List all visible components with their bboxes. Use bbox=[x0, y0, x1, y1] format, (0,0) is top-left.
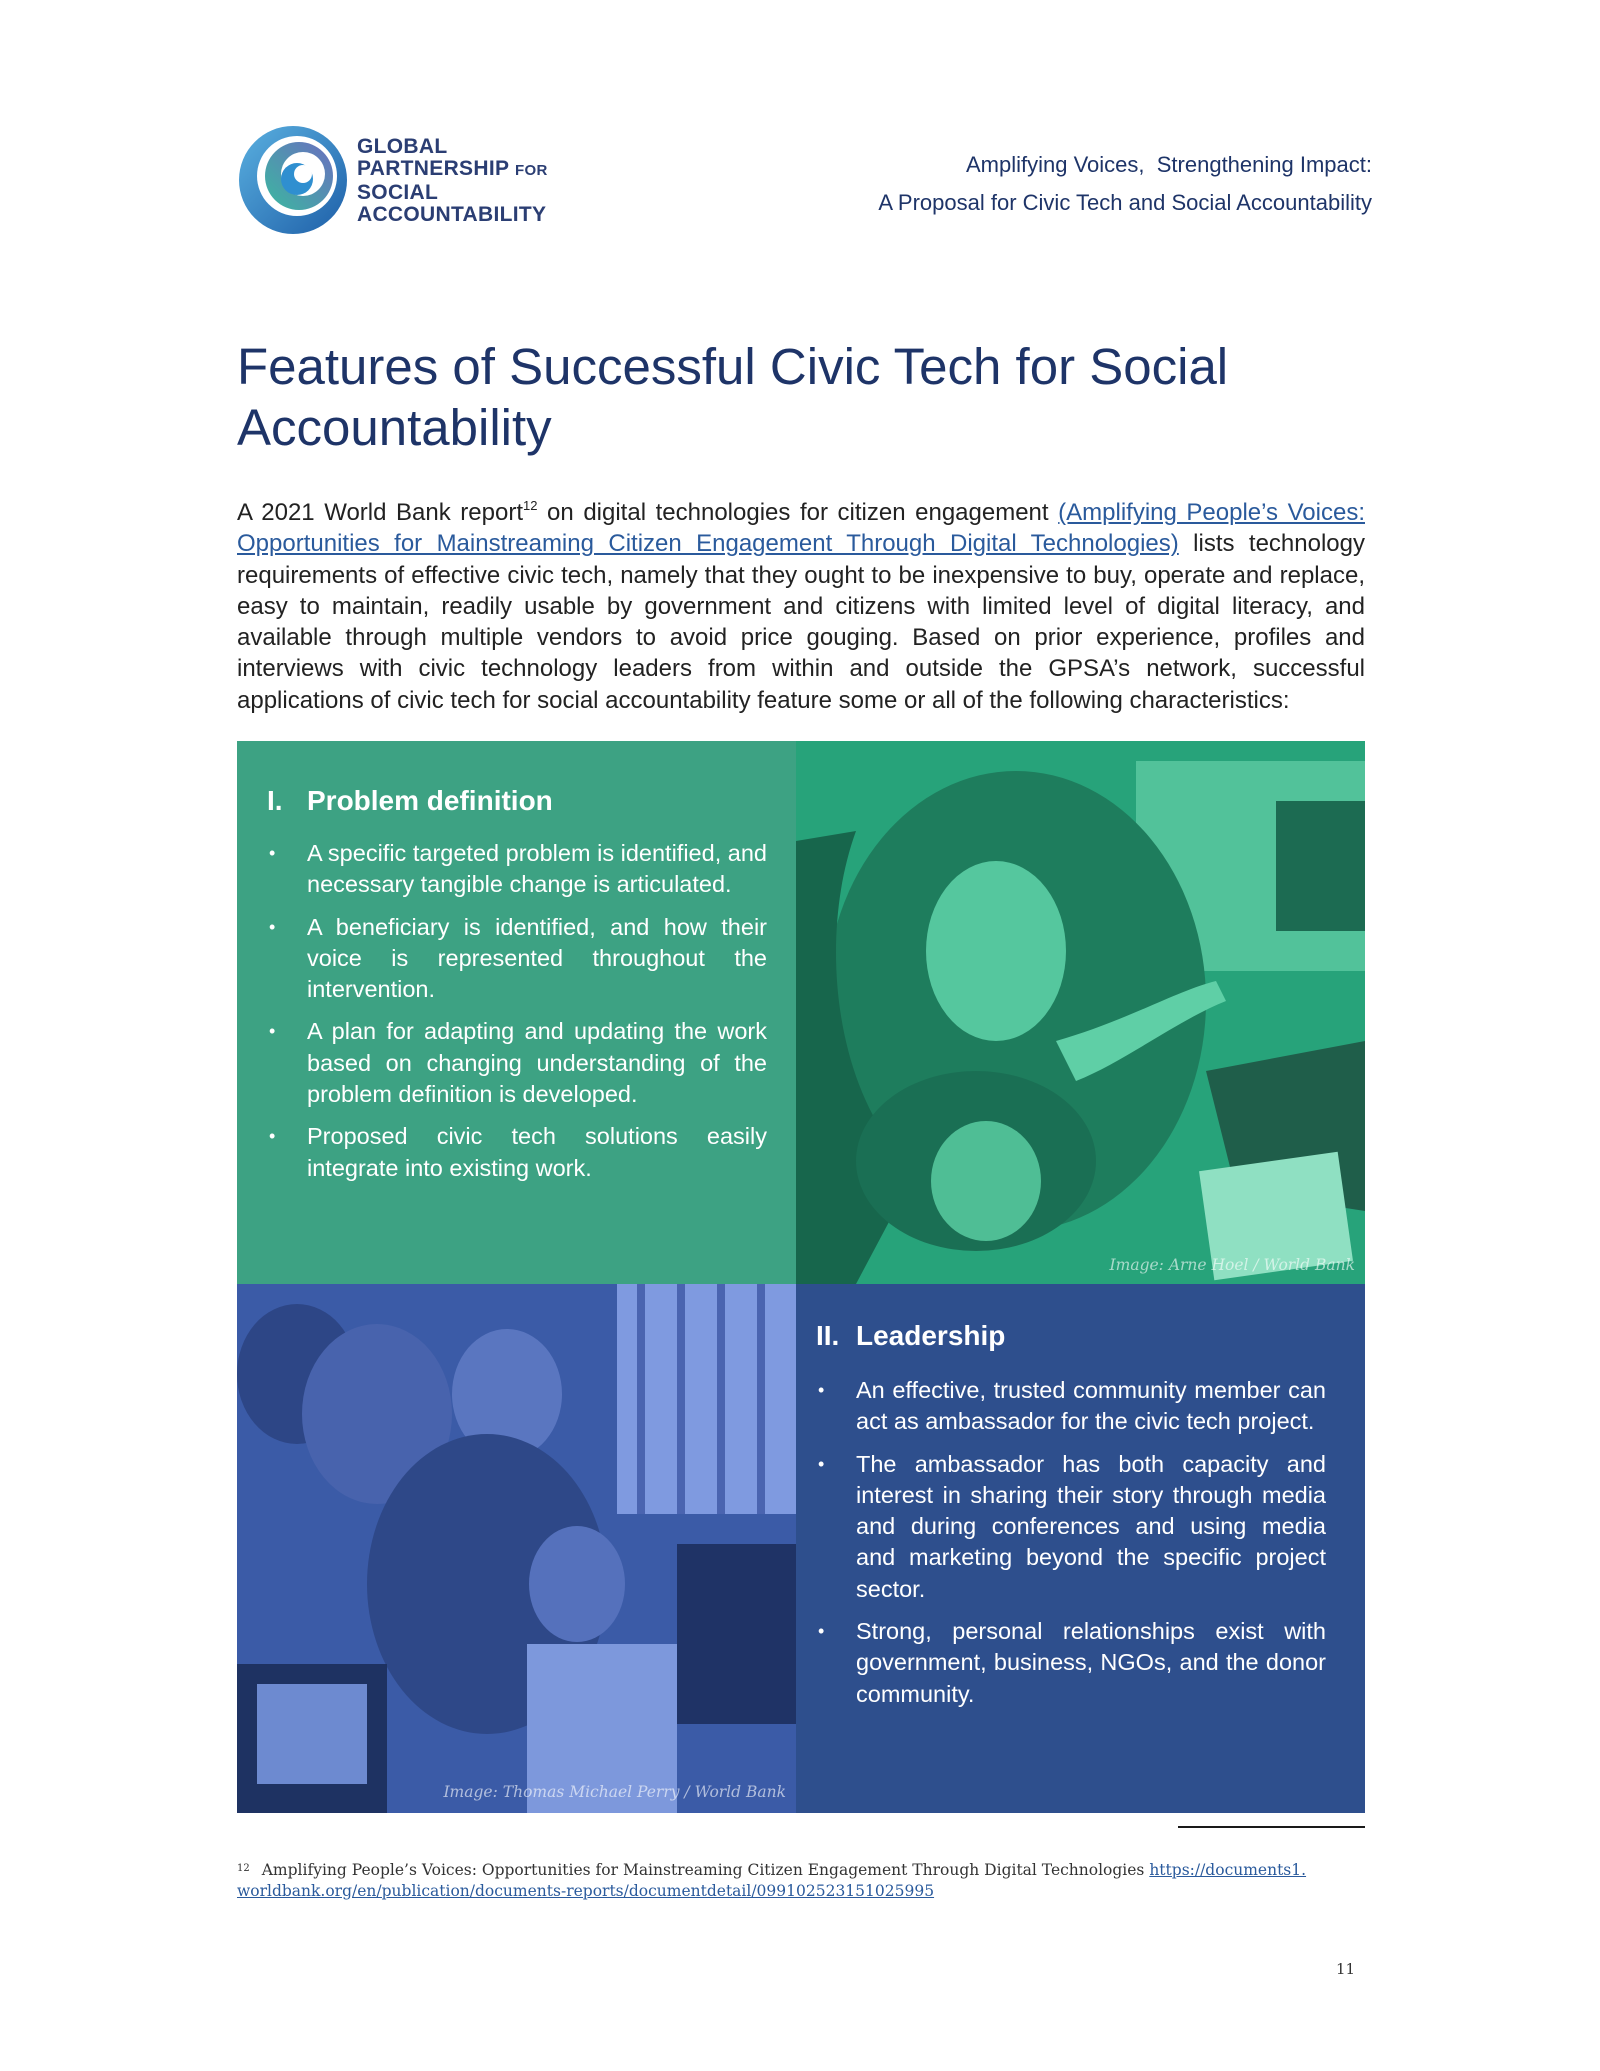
features-grid bbox=[237, 741, 1365, 1813]
photo-students-at-computer bbox=[237, 1284, 796, 1813]
report-link[interactable]: (Amplifying People’s Voices: Opportunities for Mainstreaming Citizen Engagement Through Digital Technologies) bbox=[237, 499, 1365, 558]
page-title: Features of Successful Civic Tech for Social Accountability bbox=[237, 338, 1229, 456]
running-header-line-1: Amplifying Voices, Strengthening Impact: bbox=[966, 152, 1372, 177]
running-header bbox=[878, 146, 1372, 222]
footnote-divider bbox=[1178, 1826, 1365, 1828]
list-item: • A beneficiary is identified, and how their voice is represented throughout the intervention. bbox=[269, 913, 767, 1003]
list-item: • A specific targeted problem is identified, and necessary tangible change is articulated. bbox=[269, 840, 767, 898]
section-heading-leadership: II. Leadership bbox=[816, 1320, 1006, 1351]
logo-line-2: PARTNERSHIP FOR bbox=[357, 157, 548, 180]
leadership-panel bbox=[796, 1284, 1365, 1813]
gpsa-logo bbox=[237, 124, 577, 236]
bullet-icon: • bbox=[269, 1021, 276, 1042]
logo-line-4: ACCOUNTABILITY bbox=[357, 203, 547, 226]
problem-definition-list bbox=[267, 838, 767, 1195]
photo-illustration bbox=[237, 1284, 796, 1813]
footnote: $^{12}$ Amplifying People’s Voices: Opportunities for Mainstreaming Citizen Engagement Through Digital Technologies https://documents1. worldbank.org/en/publication/documents-reports/documentdetail/099102523151025995 bbox=[237, 1861, 1307, 1900]
list-item: • An effective, trusted community member can act as ambassador for the civic tech project. bbox=[818, 1377, 1326, 1435]
section-heading-problem-definition: I. Problem definition bbox=[267, 785, 553, 816]
list-item: • A plan for adapting and updating the work based on changing understanding of the problem definition is developed. bbox=[269, 1018, 767, 1108]
image-credit-1: Image: Arne Hoel / World Bank bbox=[1109, 1256, 1355, 1274]
bullet-icon: • bbox=[818, 1380, 825, 1400]
running-header-line-2: A Proposal for Civic Tech and Social Accountability bbox=[878, 190, 1372, 215]
page-number: 11 bbox=[1336, 1960, 1356, 1978]
bullet-icon: • bbox=[269, 843, 276, 863]
intro-paragraph: A 2021 World Bank report$^{12}$ on digital technologies for citizen engagement (Amplifying People’s Voices: Opportunities for Mainstreaming Citizen Engagement Through Digital Technologies) lists technology requirements of effective civic tech, namely that they ought to be inexpensive to buy, operate and replace, easy to maintain, readily usable by government and citizens with limited level of digital literacy, and available through multiple vendors to avoid price gouging. Based on prior experience, profiles and interviews with civic technology leaders from within and outside the GPSA’s network, successful applications of civic tech for social accountability feature some or all of the following characteristics: bbox=[237, 498, 1365, 714]
logo-wordmark bbox=[357, 136, 548, 226]
footnote-number: 12 bbox=[237, 1863, 250, 1874]
bullet-icon: • bbox=[818, 1453, 825, 1474]
leadership-list bbox=[816, 1375, 1326, 1721]
bullet-icon: • bbox=[269, 1126, 276, 1147]
gpsa-swirl-icon bbox=[237, 124, 349, 236]
photo-illustration bbox=[796, 741, 1365, 1284]
bullet-icon: • bbox=[818, 1621, 825, 1642]
bullet-icon: • bbox=[269, 916, 276, 937]
problem-definition-panel bbox=[237, 741, 796, 1284]
image-credit-2: Image: Thomas Michael Perry / World Bank bbox=[443, 1783, 786, 1801]
footnote-ref[interactable]: 12 bbox=[523, 498, 538, 513]
list-item: • The ambassador has both capacity and interest in sharing their story through media and during conferences and using media and marketing beyond the specific project sector. bbox=[818, 1450, 1326, 1602]
footnote-link[interactable]: https://documents1. worldbank.org/en/publication/documents-reports/documentdetail/099102523151025995 bbox=[237, 1861, 1307, 1900]
logo-line-3: SOCIAL bbox=[357, 181, 439, 204]
list-item: • Strong, personal relationships exist with government, business, NGOs, and the donor community. bbox=[818, 1618, 1326, 1707]
list-item: • Proposed civic tech solutions easily integrate into existing work. bbox=[269, 1123, 767, 1181]
photo-women-at-computer bbox=[796, 741, 1365, 1284]
logo-line-1: GLOBAL bbox=[357, 135, 448, 158]
